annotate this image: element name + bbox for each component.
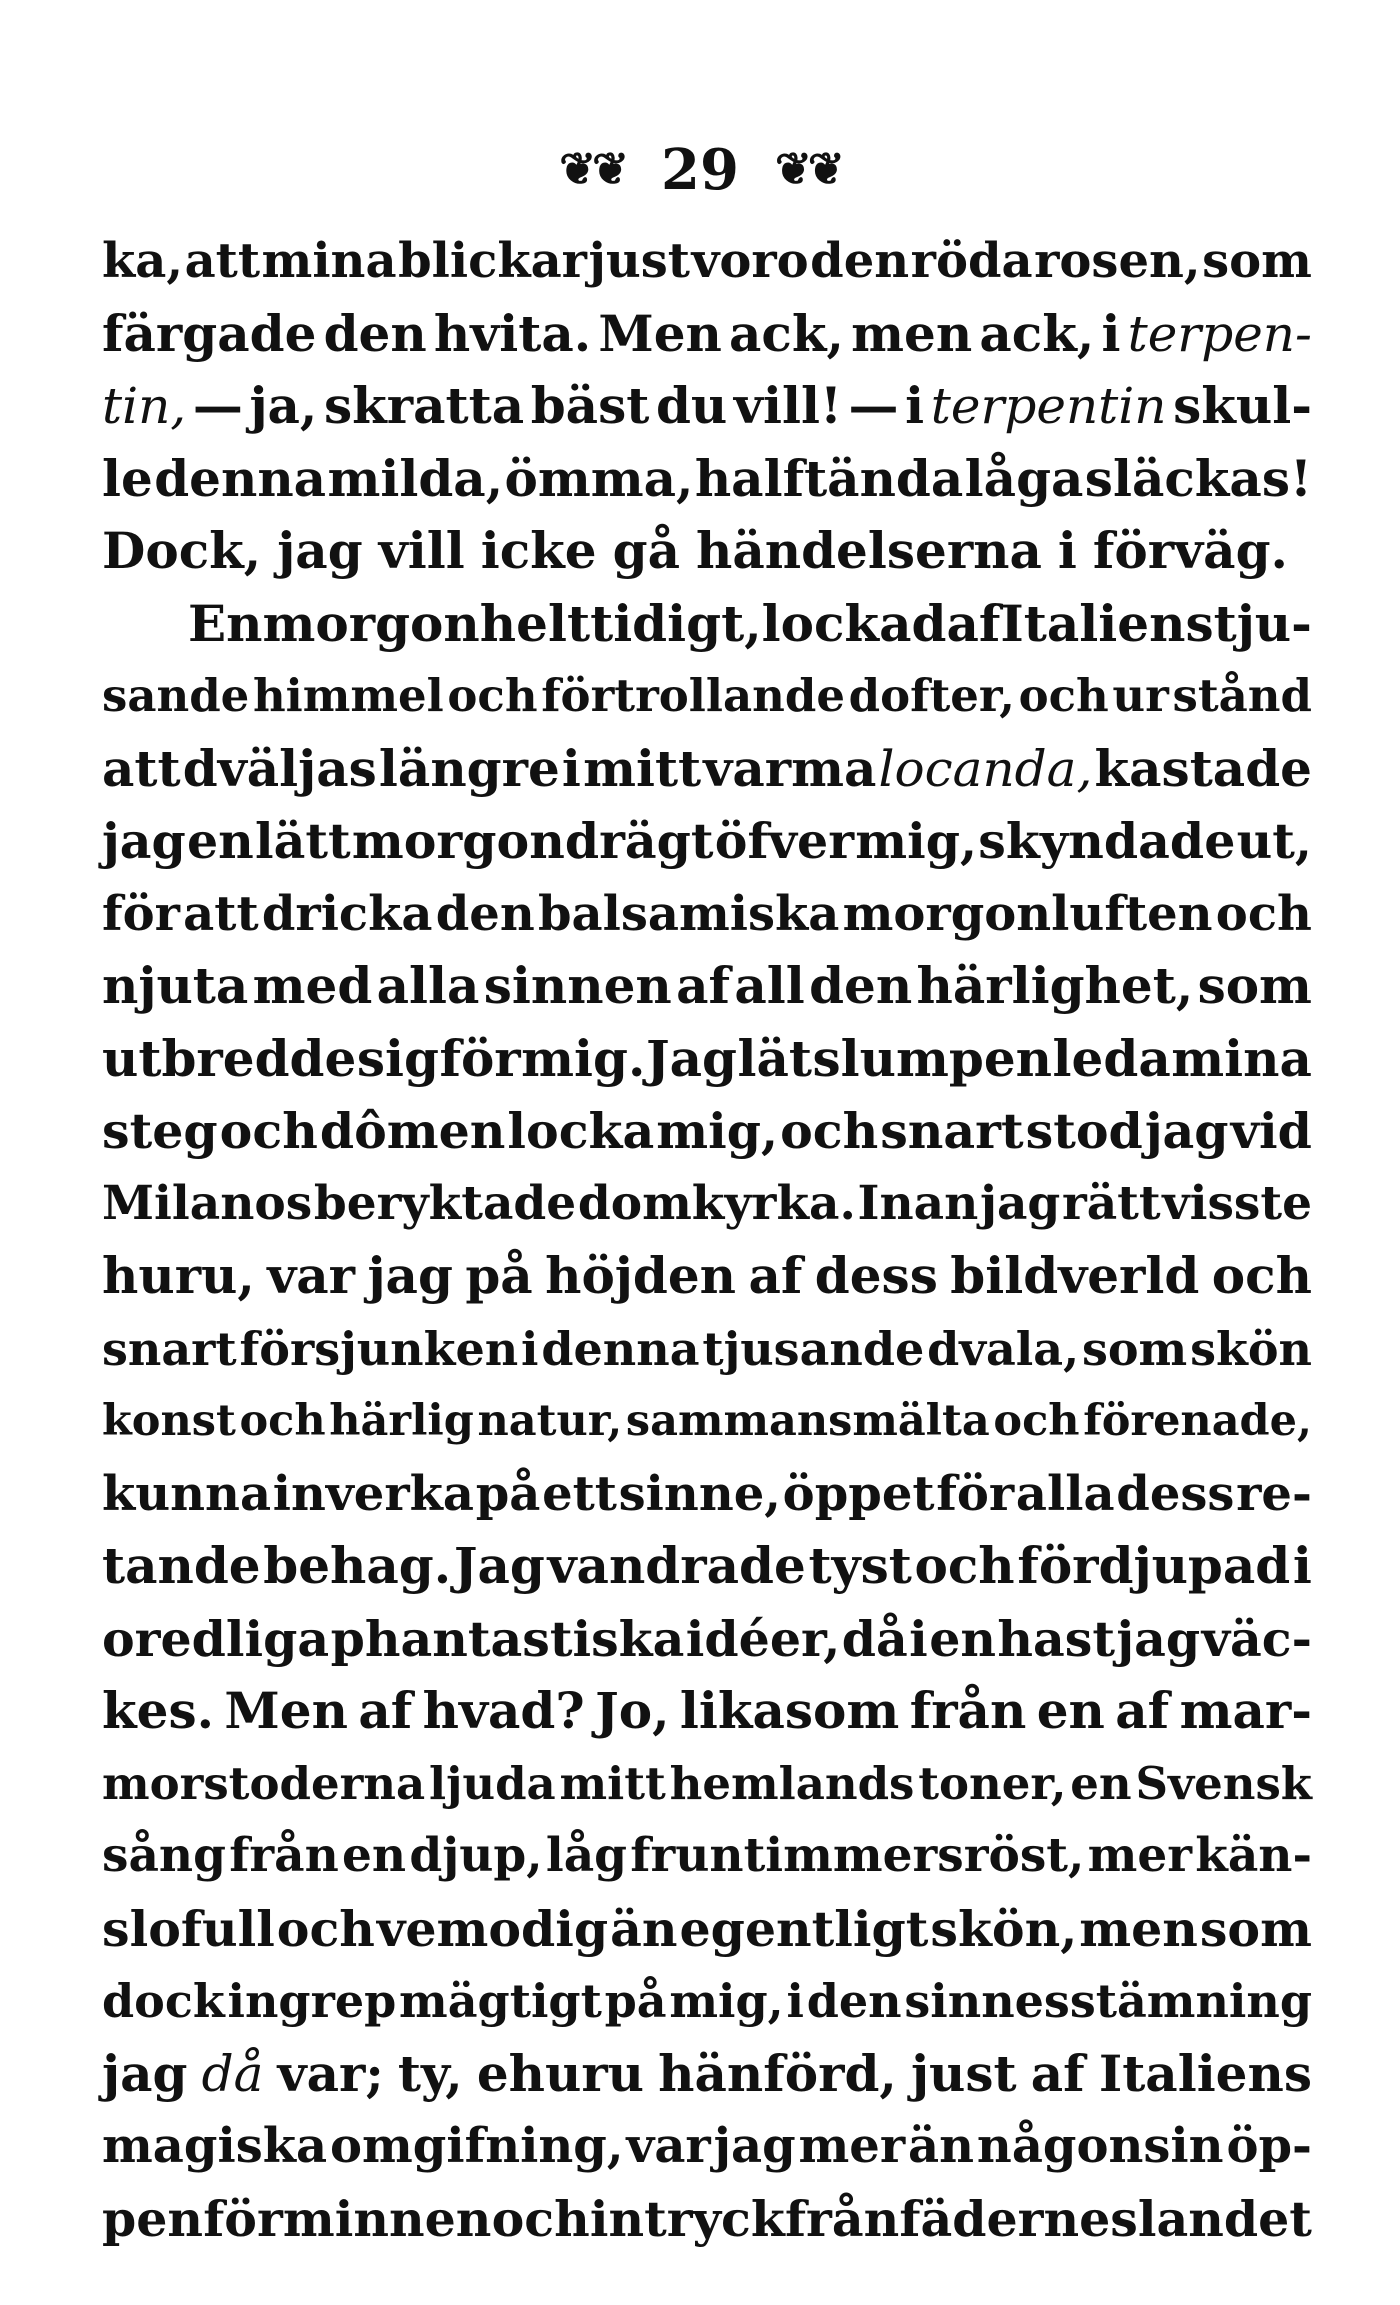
word: behag. (263, 1536, 452, 1595)
text-line (102, 1313, 1312, 1386)
word: i (561, 738, 581, 798)
word: Italiens (1098, 2043, 1312, 2103)
word: ty, (397, 2043, 463, 2103)
word: mar- (1179, 1681, 1312, 1740)
word: skyndade (978, 812, 1236, 870)
word: Dock, (102, 521, 262, 580)
word: locanda, (878, 739, 1093, 798)
text-line (102, 2183, 1312, 2256)
word: härlig (329, 1396, 474, 1446)
word: Jag (645, 1028, 737, 1088)
page-number: 29 (661, 137, 739, 203)
word: blickar (398, 233, 587, 289)
text-line (102, 443, 1312, 516)
word: af (946, 593, 1001, 653)
word: helt (479, 593, 591, 653)
word: händelserna (695, 521, 1042, 580)
word: att (184, 233, 261, 289)
word: konst (102, 1396, 236, 1446)
text-line (102, 1675, 1312, 1748)
word: terpen- (1127, 304, 1312, 363)
word: lockad (761, 593, 947, 653)
word: ömma, (504, 448, 694, 508)
word: Italiens (1000, 593, 1214, 653)
word: i (786, 1974, 804, 2028)
word: att (102, 738, 181, 798)
word: vandrade (547, 1536, 806, 1595)
word: bildverld (950, 1246, 1200, 1305)
word: morgon (262, 593, 480, 653)
word: dofter, (848, 669, 1015, 722)
text-line (102, 370, 1312, 443)
word: mer (798, 2118, 906, 2174)
word: phantastiska (330, 1609, 685, 1668)
word: stånd (1172, 669, 1312, 722)
word: och (447, 669, 538, 722)
word: — (848, 376, 899, 435)
word: att (183, 885, 259, 942)
word: le (102, 448, 153, 508)
word: tande (102, 1536, 261, 1595)
word: skön (1190, 1321, 1312, 1376)
word: ja, (249, 376, 318, 435)
word: Jo, (595, 1681, 670, 1740)
word: skratta (323, 376, 525, 435)
word: sig (356, 1028, 439, 1088)
word: kastade (1094, 738, 1312, 798)
word: Jag (453, 1536, 545, 1595)
text-line (102, 1820, 1312, 1893)
word: röda (910, 233, 1033, 289)
word: i (1292, 1536, 1312, 1595)
word: leda (1052, 1028, 1171, 1088)
word: himmel (252, 669, 444, 722)
word: och (276, 1899, 375, 1958)
word: som (1197, 956, 1312, 1015)
word: jag (367, 1246, 453, 1305)
word: på (475, 1465, 541, 1522)
word: rosen, (1034, 233, 1201, 289)
word: alla (1015, 1465, 1115, 1522)
word: af (748, 1246, 803, 1305)
word: väc- (1201, 1609, 1312, 1668)
word: i (1101, 303, 1121, 363)
word: all (734, 956, 805, 1015)
word: jag (1116, 1609, 1201, 1668)
text-line (102, 588, 1312, 661)
word: som (1202, 233, 1312, 289)
word: visste (1162, 1175, 1312, 1231)
word: — (192, 376, 243, 435)
text-line (102, 1603, 1312, 1676)
word: en (186, 812, 254, 870)
word: bäst (530, 376, 650, 435)
word: fördjupad (1017, 1536, 1291, 1595)
word: af (1030, 2043, 1085, 2103)
word: Svensk (1135, 1756, 1312, 1810)
text-line (102, 1893, 1312, 1966)
word: hvad? (422, 1681, 585, 1740)
word: jag (277, 521, 363, 580)
word: den (435, 885, 535, 942)
word: var; (277, 2043, 384, 2103)
word: kän- (1195, 1828, 1312, 1883)
ornament-right-icon: ❦❦ (774, 144, 841, 195)
word: mina (261, 233, 397, 289)
text-line (102, 298, 1312, 371)
word: hast (997, 1609, 1116, 1668)
word: lät (737, 1028, 812, 1088)
text-line (102, 1458, 1312, 1531)
word: dricka (261, 885, 433, 942)
word: ingrep (227, 1974, 397, 2028)
word: Men (598, 303, 722, 363)
word: ack, (729, 303, 844, 363)
word: ut, (1236, 812, 1312, 870)
word: intryck (589, 2189, 785, 2248)
word: af (358, 1681, 413, 1740)
word: som (1081, 1321, 1188, 1376)
word: då (201, 2044, 264, 2103)
text-line (102, 1168, 1312, 1241)
word: icke (480, 521, 597, 580)
word: härlighet, (916, 956, 1194, 1015)
word: natur, (477, 1396, 623, 1446)
word: för (102, 885, 180, 942)
word: halftända (694, 448, 964, 508)
text-line (102, 225, 1312, 298)
word: Inan (857, 1175, 979, 1231)
text-line (102, 1748, 1312, 1821)
word: jag (1144, 1102, 1229, 1160)
word: och (239, 1396, 326, 1446)
word: öppet (782, 1465, 935, 1522)
word: längre (378, 738, 560, 798)
word: re- (1236, 1465, 1312, 1522)
word: och (780, 1102, 879, 1160)
word: jag (713, 2118, 796, 2174)
word: du (655, 376, 728, 435)
word: ett (542, 1465, 617, 1522)
word: en (1036, 1681, 1105, 1740)
word: mer (1087, 1828, 1193, 1883)
word: den (810, 233, 910, 289)
word: öfver (714, 812, 855, 870)
word: höjden (545, 1246, 737, 1305)
word: fruntimmersröst, (630, 1828, 1085, 1883)
word: den (323, 303, 427, 363)
word: lätt (255, 812, 351, 870)
word: låg (545, 1828, 628, 1883)
word: tin, (102, 377, 187, 435)
word: som (1199, 1899, 1312, 1958)
word: ka, (102, 233, 184, 289)
word: för (936, 1465, 1015, 1522)
text-line (102, 660, 1312, 733)
word: släckas! (1084, 448, 1312, 508)
word: magiska (102, 2118, 328, 2174)
word: dväljas (182, 738, 377, 798)
word: pen (102, 2189, 204, 2248)
word: än (610, 1899, 678, 1958)
word: tidigt, (590, 593, 762, 653)
word: minnen (282, 2189, 492, 2248)
word: i (909, 1609, 928, 1668)
word: slumpen (812, 1028, 1053, 1088)
text-line (102, 1385, 1312, 1458)
word: tjusande (702, 1321, 925, 1376)
word: förväg. (1092, 521, 1288, 580)
word: mina (1171, 1028, 1312, 1088)
word: morgonluften (842, 885, 1213, 942)
word: skul- (1173, 376, 1312, 435)
word: voro (691, 233, 809, 289)
text-line (102, 733, 1312, 806)
word: sinnen (483, 956, 672, 1015)
word: sinnesstämning (904, 1974, 1312, 2028)
word: gå (612, 521, 680, 580)
word: förenade, (1083, 1396, 1312, 1446)
word: tju- (1213, 593, 1312, 653)
word: mig, (855, 812, 978, 870)
word: den (806, 1974, 902, 2028)
page-header (0, 125, 1400, 215)
word: hemlands (669, 1756, 915, 1810)
word: i (521, 1321, 539, 1376)
word: och (1215, 885, 1312, 942)
word: och (491, 2189, 590, 2248)
word: för (439, 1028, 521, 1088)
word: för (203, 2189, 283, 2248)
word: i (1057, 521, 1077, 580)
text-line (102, 1530, 1312, 1603)
word: hänförd, (658, 2043, 897, 2103)
word: förtrollande (541, 669, 845, 722)
word: rätt (1061, 1175, 1161, 1231)
word: en (1070, 1756, 1132, 1810)
text-line (102, 1023, 1312, 1096)
body-text (102, 225, 1312, 2255)
word: på (604, 1974, 667, 2028)
text-line (102, 1965, 1312, 2038)
word: dvala, (927, 1321, 1080, 1376)
word: kes. (102, 1681, 215, 1740)
word: beryktade (313, 1175, 577, 1231)
word: sande (102, 669, 250, 722)
word: och (914, 1536, 1015, 1595)
word: stod (1025, 1102, 1143, 1160)
word: omgifning, (329, 2118, 624, 2174)
word: och (219, 1102, 318, 1160)
word: mitt (559, 1756, 666, 1810)
word: mägtigt (399, 1974, 602, 2028)
word: af (676, 956, 731, 1015)
word: oredliga (102, 1609, 330, 1668)
word: domkyrka. (577, 1175, 856, 1231)
word: än (908, 2118, 975, 2174)
word: likasom (679, 1681, 900, 1740)
word: en (342, 1828, 407, 1883)
word: mig, (656, 1102, 779, 1160)
word: njuta (102, 956, 249, 1015)
word: tyst (808, 1536, 912, 1595)
word: denna (541, 1321, 700, 1376)
word: ack, (979, 303, 1095, 363)
text-line (102, 950, 1312, 1023)
word: på (465, 1246, 533, 1305)
text-line (102, 878, 1312, 951)
word: dock (102, 1974, 225, 2028)
word: inverka (272, 1465, 474, 1522)
word: morgondrägt (351, 812, 714, 870)
word: mig. (521, 1028, 646, 1088)
word: mig, (669, 1974, 784, 2028)
word: balsamiska (537, 885, 840, 942)
word: vill! (733, 376, 842, 435)
word: Milanos (102, 1175, 313, 1231)
word: kunna (102, 1465, 272, 1522)
word: utbredde (102, 1028, 357, 1088)
word: Men (224, 1681, 348, 1740)
word: men (1079, 1899, 1198, 1958)
word: huru, (102, 1246, 255, 1305)
word: alla (376, 956, 480, 1015)
word: egentligt (679, 1899, 929, 1958)
word: sammansmälta (625, 1396, 990, 1446)
word: och (1018, 669, 1109, 722)
word: ehuru (476, 2043, 645, 2103)
word: i (905, 376, 925, 435)
word: locka (507, 1102, 655, 1160)
word: vill (378, 521, 465, 580)
word: skön, (930, 1899, 1078, 1958)
word: och (1211, 1246, 1312, 1305)
word: ur (1112, 669, 1169, 722)
word: färgade (102, 303, 317, 363)
word: någonsin (976, 2118, 1224, 2174)
word: toner, (918, 1756, 1067, 1810)
word: morstoderna (102, 1756, 426, 1810)
text-line (102, 2110, 1312, 2183)
word: ljuda (428, 1756, 556, 1810)
text-line (102, 805, 1312, 878)
word: djup, (409, 1828, 543, 1883)
word: just (910, 2043, 1017, 2103)
word: en (929, 1609, 996, 1668)
word: var (626, 2118, 711, 2174)
word: slofull (102, 1899, 275, 1958)
word: och (993, 1396, 1080, 1446)
word: dômen (319, 1102, 506, 1160)
word: just (588, 233, 690, 289)
word: då (841, 1609, 908, 1668)
word: jag (102, 812, 186, 870)
text-line (102, 515, 1312, 588)
text-line (102, 1095, 1312, 1168)
word: öp- (1226, 2118, 1312, 2174)
word: varma (703, 738, 877, 798)
word: men (851, 303, 973, 363)
word: milda, (327, 448, 504, 508)
word: från (229, 1828, 339, 1883)
word: sång (102, 1828, 226, 1883)
word: steg (102, 1102, 218, 1160)
word: från (784, 2189, 900, 2248)
word: jag (102, 2043, 188, 2103)
word: terpentin (930, 377, 1167, 435)
word: försjunken (239, 1321, 519, 1376)
word: idéer, (685, 1609, 841, 1668)
word: jag (979, 1175, 1061, 1231)
word: sinne, (618, 1465, 781, 1522)
word: vemodig (376, 1899, 609, 1958)
word: hvita. (433, 303, 592, 363)
word: dess (1116, 1465, 1235, 1522)
word: vid (1230, 1102, 1312, 1160)
ornament-left-icon: ❦❦ (559, 144, 626, 195)
word: låga (964, 448, 1084, 508)
word: denna (154, 448, 327, 508)
word: med (252, 956, 373, 1015)
word: var (267, 1246, 356, 1305)
word: En (188, 593, 263, 653)
word: snart (102, 1321, 237, 1376)
word: mitt (583, 738, 702, 798)
word: dess (814, 1246, 938, 1305)
text-line (102, 1240, 1312, 1313)
word: fäderneslandet (899, 2189, 1312, 2248)
word: snart (880, 1102, 1024, 1160)
word: från (909, 1681, 1027, 1740)
text-line (102, 2038, 1312, 2111)
word: den (809, 956, 913, 1015)
word: af (1115, 1681, 1170, 1740)
